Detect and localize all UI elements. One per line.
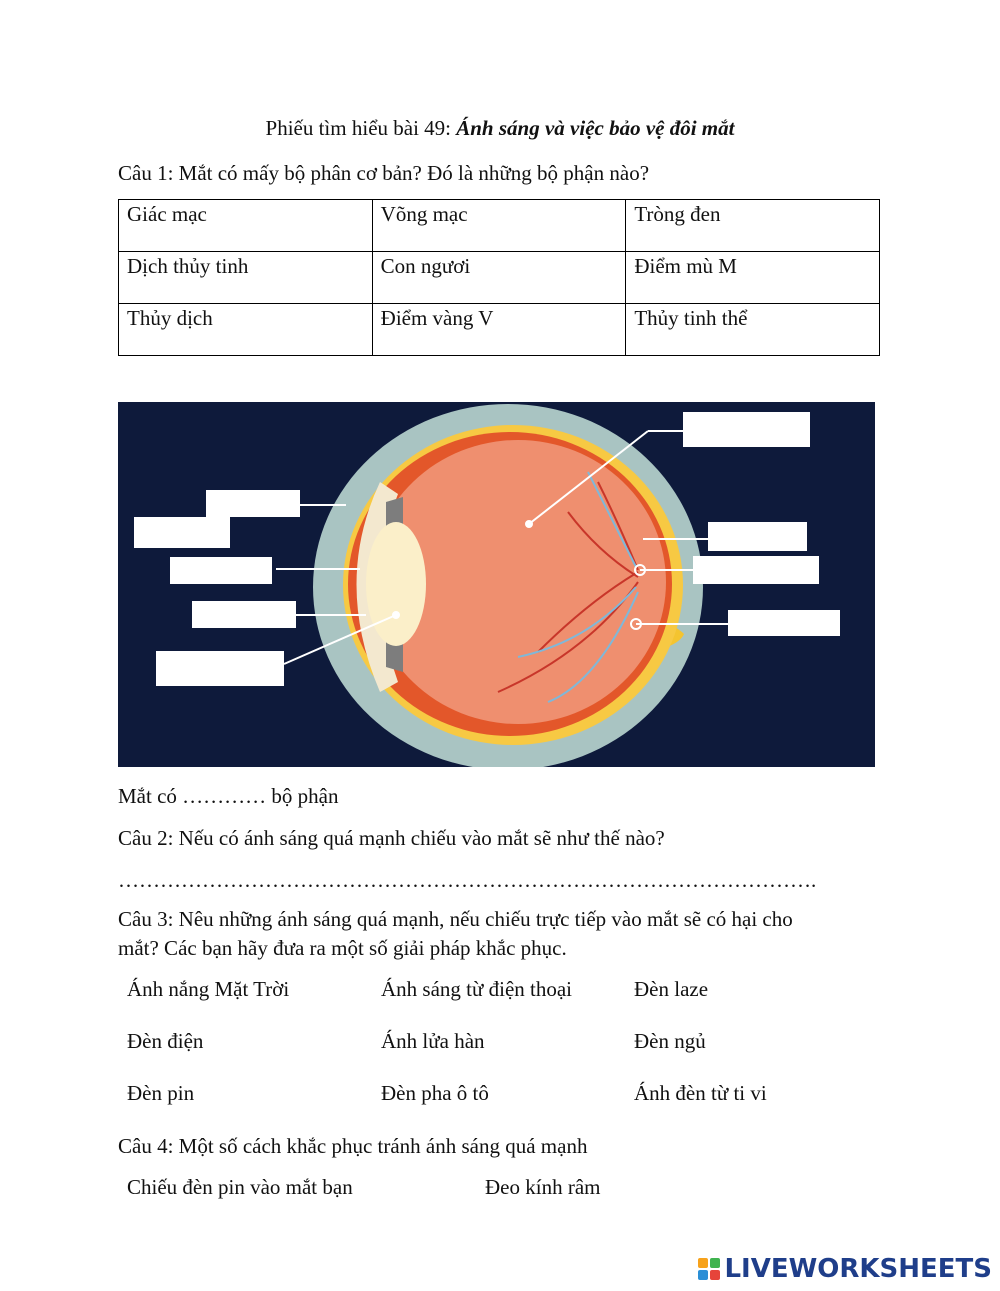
liveworksheets-logo — [698, 1254, 992, 1284]
part-cell[interactable]: Con ngươi — [372, 252, 626, 304]
table-row — [119, 252, 880, 304]
part-cell[interactable]: Giác mạc — [119, 200, 373, 252]
table-row — [119, 304, 880, 356]
label-box[interactable] — [708, 522, 807, 551]
label-box[interactable] — [206, 490, 300, 517]
question-3-line-1: Câu 3: Nêu những ánh sáng quá mạnh, nếu chiếu trực tiếp vào mắt sẽ có hại cho — [118, 907, 793, 931]
part-cell[interactable]: Võng mạc — [372, 200, 626, 252]
q3-option[interactable]: Đèn điện — [127, 1029, 204, 1053]
part-cell[interactable]: Tròng đen — [626, 200, 880, 252]
label-box[interactable] — [170, 557, 272, 584]
part-cell[interactable]: Thủy tinh thể — [626, 304, 880, 356]
q3-option[interactable]: Đèn pin — [127, 1081, 195, 1105]
q2-answer-dots[interactable]: ………………………………………………………………………………………. — [118, 868, 817, 892]
label-box[interactable] — [683, 412, 810, 447]
label-box[interactable] — [693, 556, 819, 584]
brand-name: LIVEWORKSHEETS — [724, 1254, 992, 1284]
part-cell[interactable]: Điểm vàng V — [372, 304, 626, 356]
eye-parts-table — [118, 199, 880, 356]
label-box[interactable] — [134, 517, 230, 548]
q3-option[interactable]: Đèn laze — [634, 977, 709, 1001]
q3-option[interactable]: Ánh đèn từ ti vi — [634, 1081, 767, 1105]
q3-option[interactable]: Ánh lửa hàn — [381, 1029, 485, 1053]
q3-option[interactable]: Ánh nắng Mặt Trời — [127, 977, 290, 1001]
part-cell[interactable]: Điểm mù M — [626, 252, 880, 304]
q4-option[interactable]: Chiếu đèn pin vào mắt bạn — [127, 1175, 353, 1199]
q3-option[interactable]: Đèn pha ô tô — [381, 1081, 489, 1105]
question-4: Câu 4: Một số cách khắc phục tránh ánh sáng quá mạnh — [118, 1134, 588, 1158]
label-box[interactable] — [728, 610, 840, 636]
label-box[interactable] — [156, 651, 284, 686]
part-cell[interactable]: Thủy dịch — [119, 304, 373, 356]
table-row — [119, 200, 880, 252]
q4-option[interactable]: Đeo kính râm — [485, 1175, 601, 1199]
lens — [366, 522, 426, 646]
q3-option[interactable]: Ánh sáng từ điện thoại — [381, 977, 573, 1001]
label-box[interactable] — [192, 601, 296, 628]
eye-diagram — [118, 402, 875, 767]
title-prefix: Phiếu tìm hiểu bài 49: — [265, 116, 457, 140]
question-3-line-2: mắt? Các bạn hãy đưa ra một số giải pháp khắc phục. — [118, 936, 567, 960]
worksheet-title — [0, 116, 1000, 141]
logo-icon — [698, 1258, 720, 1280]
q1-answer-line: Mắt có ………… bộ phận — [118, 784, 339, 808]
question-1: Câu 1: Mắt có mấy bộ phân cơ bản? Đó là những bộ phận nào? — [118, 161, 650, 185]
eye-illustration — [118, 402, 875, 767]
q3-option[interactable]: Đèn ngủ — [634, 1029, 706, 1053]
title-emphasis: Ánh sáng và việc bảo vệ đôi mắt — [456, 116, 735, 140]
question-2: Câu 2: Nếu có ánh sáng quá mạnh chiếu vào mắt sẽ như thế nào? — [118, 826, 665, 850]
part-cell[interactable]: Dịch thủy tinh — [119, 252, 373, 304]
